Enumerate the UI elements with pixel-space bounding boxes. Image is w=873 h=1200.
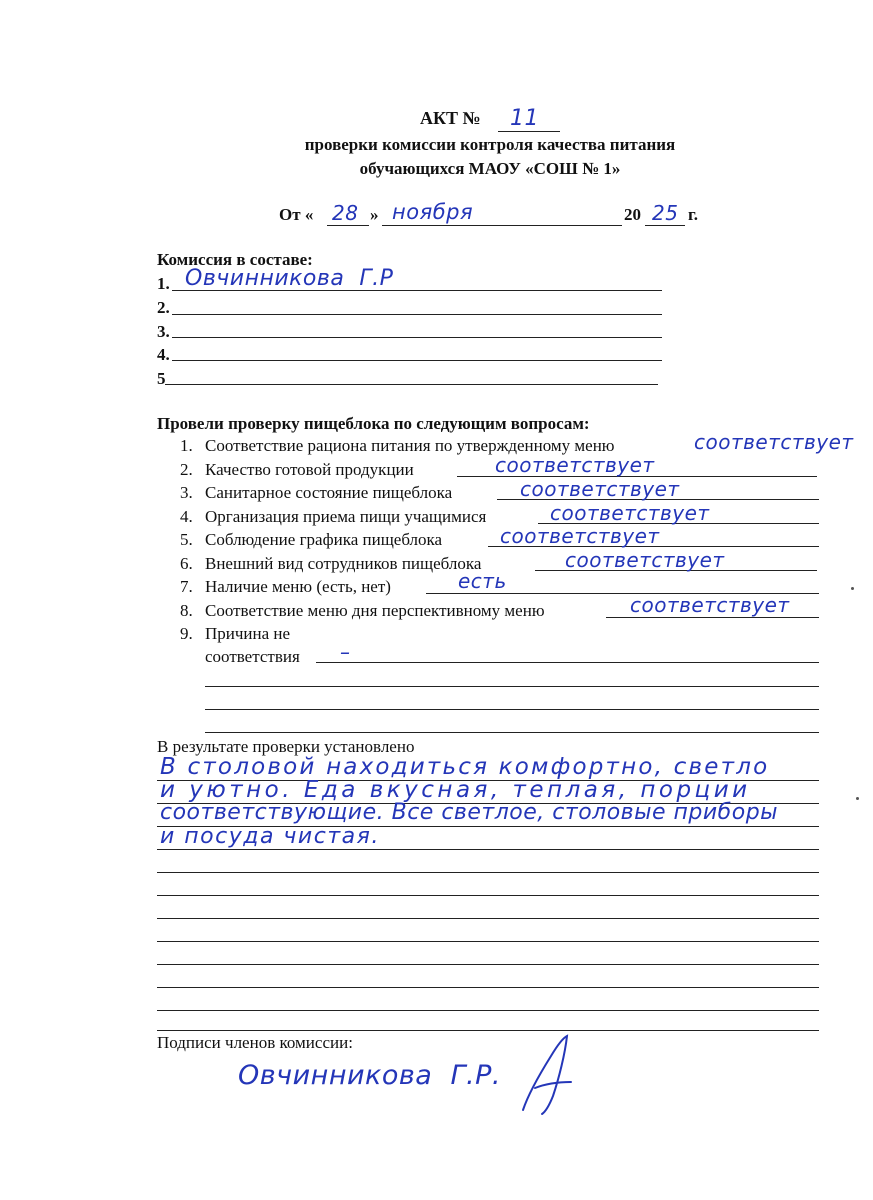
- act-number-line: [498, 131, 560, 132]
- date-month: ноября: [392, 200, 474, 224]
- commission-title: Комиссия в составе:: [157, 250, 313, 269]
- edge-dot-1: [851, 587, 854, 590]
- date-month-line: [382, 225, 622, 226]
- result-line-8: [157, 941, 819, 942]
- subtitle-line2: обучающихся МАОУ «СОШ № 1»: [359, 159, 621, 178]
- reason-line-1: [316, 662, 819, 663]
- date-close-quote: »: [370, 205, 379, 224]
- result-text-4: и посуда чистая.: [160, 824, 380, 849]
- result-text-1: В столовой находиться комфортно, светло: [160, 754, 770, 780]
- member-num-5: 5: [157, 369, 166, 388]
- question-answer-1: соответствует: [694, 430, 854, 454]
- member-name-1: Овчинникова Г.Р: [185, 266, 394, 291]
- question-answer-3: соответствует: [520, 477, 680, 501]
- question-answer-7: есть: [458, 569, 507, 593]
- member-num-1: 1.: [157, 274, 170, 293]
- question-answer-5: соответствует: [500, 524, 660, 548]
- question-label-1: Соответствие рациона питания по утвержденному меню: [205, 436, 615, 455]
- result-line-11: [157, 1010, 819, 1011]
- member-line-2: [172, 314, 662, 315]
- act-prefix: АКТ №: [420, 108, 481, 128]
- reason-answer: –: [340, 640, 351, 664]
- result-line-12: [157, 1030, 819, 1031]
- question-answer-2: соответствует: [495, 453, 655, 477]
- member-num-4: 4.: [157, 345, 170, 364]
- date-year-prefix: 20: [624, 205, 641, 224]
- member-line-5: [165, 384, 658, 385]
- member-line-3: [172, 337, 662, 338]
- question-num-9: 9.: [180, 624, 193, 643]
- date-year-suffix: 25: [652, 201, 679, 225]
- inspection-title: Провели проверку пищеблока по следующим вопросам:: [157, 414, 590, 433]
- question-num-1: 1.: [180, 436, 193, 455]
- result-line-6: [157, 895, 819, 896]
- question-num-4: 4.: [180, 507, 193, 526]
- date-day-line: [327, 225, 369, 226]
- signature-name: Овчинникова Г.Р.: [238, 1060, 501, 1091]
- reason-label-line2: соответствия: [205, 647, 300, 666]
- question-num-5: 5.: [180, 530, 193, 549]
- reason-line-2: [205, 686, 819, 687]
- question-num-2: 2.: [180, 460, 193, 479]
- question-label-3: Санитарное состояние пищеблока: [205, 483, 453, 502]
- member-num-2: 2.: [157, 298, 170, 317]
- question-num-6: 6.: [180, 554, 193, 573]
- result-title: В результате проверки установлено: [157, 737, 415, 756]
- date-year-end: г.: [688, 205, 699, 224]
- result-line-5: [157, 872, 819, 873]
- date-day: 28: [332, 201, 359, 225]
- question-line-8: [606, 617, 819, 618]
- question-label-7: Наличие меню (есть, нет): [205, 577, 391, 596]
- date-from-label: От «: [279, 205, 314, 224]
- reason-line-3: [205, 709, 819, 710]
- result-line-4: [157, 849, 819, 850]
- edge-dot-2: [856, 797, 859, 800]
- question-num-3: 3.: [180, 483, 193, 502]
- date-year-line: [645, 225, 685, 226]
- question-num-8: 8.: [180, 601, 193, 620]
- signatures-title: Подписи членов комиссии:: [157, 1033, 353, 1052]
- question-label-6: Внешний вид сотрудников пищеблока: [205, 554, 482, 573]
- result-text-2: и уютно. Еда вкусная, теплая, порции: [160, 777, 751, 803]
- question-num-7: 7.: [180, 577, 193, 596]
- result-line-7: [157, 918, 819, 919]
- signature-mark: [515, 1030, 585, 1120]
- signature-stroke: [523, 1036, 571, 1114]
- question-label-5: Соблюдение графика пищеблока: [205, 530, 443, 549]
- question-answer-6: соответствует: [565, 548, 725, 572]
- result-text-3: соответствующие. Все светлое, столовые приборы: [160, 800, 779, 825]
- result-line-10: [157, 987, 819, 988]
- question-label-8: Соответствие меню дня перспективному меню: [205, 601, 545, 620]
- act-title: [420, 108, 481, 129]
- member-line-4: [172, 360, 662, 361]
- reason-label-line1: Причина не: [205, 624, 291, 643]
- member-num-3: 3.: [157, 322, 170, 341]
- question-answer-4: соответствует: [550, 501, 710, 525]
- question-label-2: Качество готовой продукции: [205, 460, 414, 479]
- result-line-9: [157, 964, 819, 965]
- question-answer-8: соответствует: [630, 593, 790, 617]
- subtitle-line1: проверки комиссии контроля качества питания: [304, 135, 676, 154]
- act-number: 11: [510, 106, 539, 131]
- question-label-4: Организация приема пищи учащимися: [205, 507, 487, 526]
- reason-line-4: [205, 732, 819, 733]
